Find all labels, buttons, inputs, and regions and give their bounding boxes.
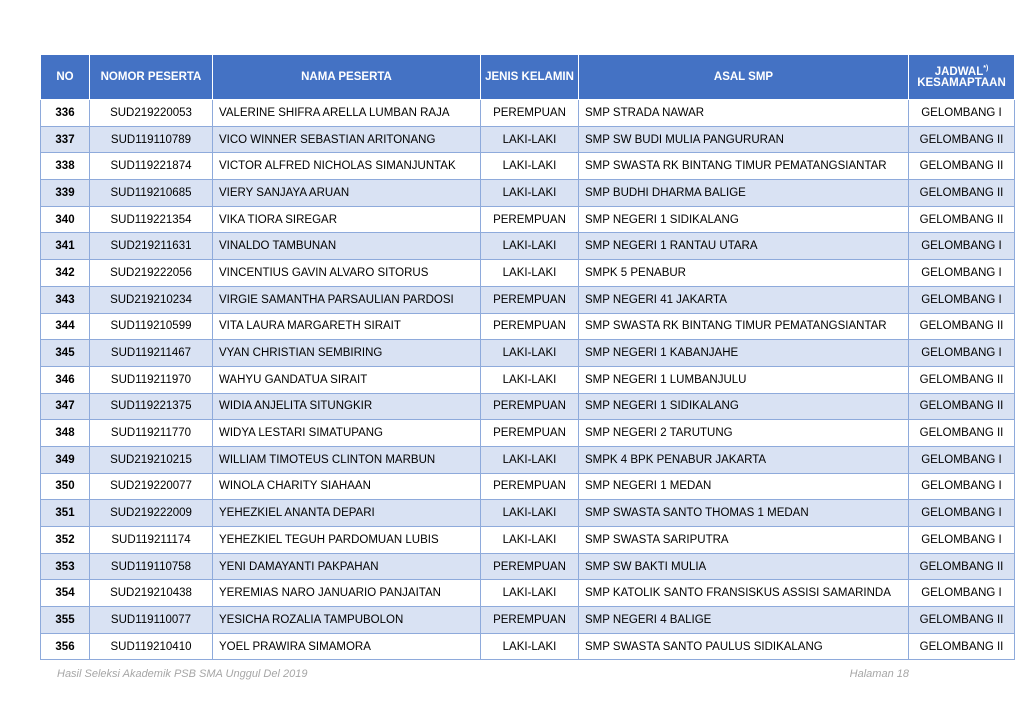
cell-nomor-peserta: SUD219222009 (90, 500, 213, 527)
cell-jenis-kelamin: PEREMPUAN (481, 553, 579, 580)
cell-nomor-peserta: SUD119210410 (90, 633, 213, 660)
cell-jenis-kelamin: PEREMPUAN (481, 393, 579, 420)
cell-nomor-peserta: SUD119211770 (90, 420, 213, 447)
cell-jadwal: GELOMBANG II (909, 420, 1015, 447)
header-no: NO (41, 55, 90, 100)
cell-asal-smp: SMP BUDHI DHARMA BALIGE (579, 180, 909, 207)
cell-jenis-kelamin: LAKI-LAKI (481, 633, 579, 660)
cell-jadwal: GELOMBANG I (909, 580, 1015, 607)
cell-nomor-peserta: SUD219210234 (90, 286, 213, 313)
header-jadwal-footnote-mark: *) (983, 64, 989, 72)
results-table (40, 54, 1015, 660)
cell-nama-peserta: WIDIA ANJELITA SITUNGKIR (213, 393, 481, 420)
cell-jenis-kelamin: LAKI-LAKI (481, 500, 579, 527)
table-row (41, 633, 1015, 660)
cell-jenis-kelamin: LAKI-LAKI (481, 580, 579, 607)
table-row (41, 393, 1015, 420)
cell-asal-smp: SMP KATOLIK SANTO FRANSISKUS ASSISI SAMARINDA (579, 580, 909, 607)
cell-jenis-kelamin: LAKI-LAKI (481, 180, 579, 207)
cell-nama-peserta: WIDYA LESTARI SIMATUPANG (213, 420, 481, 447)
results-table-container (40, 54, 1014, 660)
cell-no: 340 (41, 206, 90, 233)
cell-jenis-kelamin: PEREMPUAN (481, 420, 579, 447)
cell-jenis-kelamin: LAKI-LAKI (481, 340, 579, 367)
cell-no: 351 (41, 500, 90, 527)
cell-no: 349 (41, 446, 90, 473)
cell-jadwal: GELOMBANG I (909, 286, 1015, 313)
cell-asal-smp: SMP SWASTA RK BINTANG TIMUR PEMATANGSIANTAR (579, 153, 909, 180)
table-row (41, 233, 1015, 260)
cell-no: 353 (41, 553, 90, 580)
cell-asal-smp: SMP NEGERI 1 LUMBANJULU (579, 366, 909, 393)
cell-no: 354 (41, 580, 90, 607)
cell-nama-peserta: VINCENTIUS GAVIN ALVARO SITORUS (213, 260, 481, 287)
cell-nama-peserta: YOEL PRAWIRA SIMAMORA (213, 633, 481, 660)
table-row (41, 446, 1015, 473)
table-row (41, 473, 1015, 500)
cell-no: 338 (41, 153, 90, 180)
cell-nama-peserta: VALERINE SHIFRA ARELLA LUMBAN RAJA (213, 100, 481, 127)
cell-no: 345 (41, 340, 90, 367)
cell-asal-smp: SMP NEGERI 41 JAKARTA (579, 286, 909, 313)
header-nama-peserta: NAMA PESERTA (213, 55, 481, 100)
cell-nomor-peserta: SUD119110758 (90, 553, 213, 580)
cell-asal-smp: SMP NEGERI 1 RANTAU UTARA (579, 233, 909, 260)
table-row (41, 553, 1015, 580)
cell-jadwal: GELOMBANG II (909, 607, 1015, 634)
cell-jadwal: GELOMBANG I (909, 100, 1015, 127)
cell-jenis-kelamin: PEREMPUAN (481, 206, 579, 233)
cell-nama-peserta: VINALDO TAMBUNAN (213, 233, 481, 260)
table-row (41, 340, 1015, 367)
cell-jadwal: GELOMBANG II (909, 206, 1015, 233)
table-row (41, 126, 1015, 153)
cell-jadwal: GELOMBANG I (909, 500, 1015, 527)
cell-nama-peserta: YENI DAMAYANTI PAKPAHAN (213, 553, 481, 580)
cell-jadwal: GELOMBANG II (909, 153, 1015, 180)
cell-nomor-peserta: SUD119110789 (90, 126, 213, 153)
cell-no: 337 (41, 126, 90, 153)
cell-jenis-kelamin: PEREMPUAN (481, 100, 579, 127)
cell-jenis-kelamin: LAKI-LAKI (481, 153, 579, 180)
cell-jadwal: GELOMBANG II (909, 553, 1015, 580)
cell-nama-peserta: YEHEZKIEL TEGUH PARDOMUAN LUBIS (213, 527, 481, 554)
cell-nomor-peserta: SUD119221874 (90, 153, 213, 180)
cell-no: 347 (41, 393, 90, 420)
table-row (41, 607, 1015, 634)
cell-asal-smp: SMP NEGERI 2 TARUTUNG (579, 420, 909, 447)
cell-nomor-peserta: SUD219220077 (90, 473, 213, 500)
footer-document-title: Hasil Seleksi Akademik PSB SMA Unggul Del 2019 (57, 668, 308, 680)
table-row (41, 206, 1015, 233)
footer-page-number: Halaman 18 (849, 668, 909, 680)
cell-nomor-peserta: SUD219220053 (90, 100, 213, 127)
cell-nomor-peserta: SUD119221375 (90, 393, 213, 420)
table-row (41, 260, 1015, 287)
cell-jenis-kelamin: LAKI-LAKI (481, 446, 579, 473)
cell-jenis-kelamin: PEREMPUAN (481, 607, 579, 634)
table-row (41, 313, 1015, 340)
cell-asal-smp: SMP SWASTA SANTO THOMAS 1 MEDAN (579, 500, 909, 527)
cell-jenis-kelamin: PEREMPUAN (481, 313, 579, 340)
cell-nama-peserta: VYAN CHRISTIAN SEMBIRING (213, 340, 481, 367)
cell-nomor-peserta: SUD219210438 (90, 580, 213, 607)
cell-jadwal: GELOMBANG I (909, 340, 1015, 367)
header-jadwal-kesamaptaan (909, 55, 1015, 100)
cell-asal-smp: SMP NEGERI 1 SIDIKALANG (579, 206, 909, 233)
cell-no: 341 (41, 233, 90, 260)
cell-asal-smp: SMPK 5 PENABUR (579, 260, 909, 287)
cell-no: 346 (41, 366, 90, 393)
cell-nama-peserta: YESICHA ROZALIA TAMPUBOLON (213, 607, 481, 634)
table-row (41, 366, 1015, 393)
cell-no: 350 (41, 473, 90, 500)
cell-asal-smp: SMP SWASTA SANTO PAULUS SIDIKALANG (579, 633, 909, 660)
table-row (41, 527, 1015, 554)
cell-no: 342 (41, 260, 90, 287)
header-asal-smp: ASAL SMP (579, 55, 909, 100)
cell-jenis-kelamin: LAKI-LAKI (481, 233, 579, 260)
cell-nomor-peserta: SUD219210215 (90, 446, 213, 473)
cell-jenis-kelamin: LAKI-LAKI (481, 366, 579, 393)
header-kesamaptaan-label: KESAMAPTAAN (917, 77, 1006, 90)
table-row (41, 420, 1015, 447)
header-jenis-kelamin: JENIS KELAMIN (481, 55, 579, 100)
cell-jadwal: GELOMBANG II (909, 633, 1015, 660)
cell-asal-smp: SMP SW BAKTI MULIA (579, 553, 909, 580)
cell-no: 355 (41, 607, 90, 634)
cell-jadwal: GELOMBANG II (909, 366, 1015, 393)
cell-nomor-peserta: SUD119210599 (90, 313, 213, 340)
table-row (41, 580, 1015, 607)
cell-jadwal: GELOMBANG II (909, 180, 1015, 207)
cell-jadwal: GELOMBANG I (909, 446, 1015, 473)
header-nomor-peserta: NOMOR PESERTA (90, 55, 213, 100)
cell-asal-smp: SMPK 4 BPK PENABUR JAKARTA (579, 446, 909, 473)
cell-nomor-peserta: SUD219211631 (90, 233, 213, 260)
cell-asal-smp: SMP SWASTA SARIPUTRA (579, 527, 909, 554)
cell-nama-peserta: VIKA TIORA SIREGAR (213, 206, 481, 233)
cell-nomor-peserta: SUD119211174 (90, 527, 213, 554)
table-header-row (41, 55, 1015, 100)
cell-nama-peserta: WILLIAM TIMOTEUS CLINTON MARBUN (213, 446, 481, 473)
table-row (41, 286, 1015, 313)
cell-jenis-kelamin: LAKI-LAKI (481, 126, 579, 153)
cell-jadwal: GELOMBANG I (909, 260, 1015, 287)
cell-nama-peserta: WINOLA CHARITY SIAHAAN (213, 473, 481, 500)
cell-no: 348 (41, 420, 90, 447)
cell-no: 336 (41, 100, 90, 127)
cell-nomor-peserta: SUD119110077 (90, 607, 213, 634)
cell-jadwal: GELOMBANG II (909, 126, 1015, 153)
cell-jadwal: GELOMBANG I (909, 473, 1015, 500)
cell-asal-smp: SMP NEGERI 1 SIDIKALANG (579, 393, 909, 420)
cell-nomor-peserta: SUD119211970 (90, 366, 213, 393)
header-jadwal-label: JADWAL (934, 65, 984, 78)
table-body (41, 100, 1015, 660)
cell-no: 343 (41, 286, 90, 313)
cell-nama-peserta: VICTOR ALFRED NICHOLAS SIMANJUNTAK (213, 153, 481, 180)
cell-jenis-kelamin: LAKI-LAKI (481, 527, 579, 554)
cell-no: 352 (41, 527, 90, 554)
cell-jadwal: GELOMBANG II (909, 313, 1015, 340)
cell-nama-peserta: VIERY SANJAYA ARUAN (213, 180, 481, 207)
table-row (41, 100, 1015, 127)
cell-asal-smp: SMP NEGERI 1 KABANJAHE (579, 340, 909, 367)
cell-asal-smp: SMP STRADA NAWAR (579, 100, 909, 127)
cell-no: 344 (41, 313, 90, 340)
cell-jadwal: GELOMBANG I (909, 233, 1015, 260)
table-row (41, 153, 1015, 180)
cell-jenis-kelamin: LAKI-LAKI (481, 260, 579, 287)
table-row (41, 180, 1015, 207)
cell-nama-peserta: VICO WINNER SEBASTIAN ARITONANG (213, 126, 481, 153)
table-row (41, 500, 1015, 527)
cell-nama-peserta: VITA LAURA MARGARETH SIRAIT (213, 313, 481, 340)
cell-jenis-kelamin: PEREMPUAN (481, 286, 579, 313)
cell-jenis-kelamin: PEREMPUAN (481, 473, 579, 500)
cell-asal-smp: SMP NEGERI 1 MEDAN (579, 473, 909, 500)
cell-nomor-peserta: SUD119221354 (90, 206, 213, 233)
cell-nomor-peserta: SUD219222056 (90, 260, 213, 287)
page-footer (57, 668, 909, 680)
cell-asal-smp: SMP NEGERI 4 BALIGE (579, 607, 909, 634)
cell-nama-peserta: YEREMIAS NARO JANUARIO PANJAITAN (213, 580, 481, 607)
cell-no: 339 (41, 180, 90, 207)
cell-nama-peserta: WAHYU GANDATUA SIRAIT (213, 366, 481, 393)
cell-asal-smp: SMP SW BUDI MULIA PANGURURAN (579, 126, 909, 153)
cell-nomor-peserta: SUD119210685 (90, 180, 213, 207)
cell-nama-peserta: VIRGIE SAMANTHA PARSAULIAN PARDOSI (213, 286, 481, 313)
cell-jadwal: GELOMBANG I (909, 527, 1015, 554)
cell-nomor-peserta: SUD119211467 (90, 340, 213, 367)
cell-jadwal: GELOMBANG II (909, 393, 1015, 420)
cell-asal-smp: SMP SWASTA RK BINTANG TIMUR PEMATANGSIANTAR (579, 313, 909, 340)
cell-nama-peserta: YEHEZKIEL ANANTA DEPARI (213, 500, 481, 527)
cell-no: 356 (41, 633, 90, 660)
